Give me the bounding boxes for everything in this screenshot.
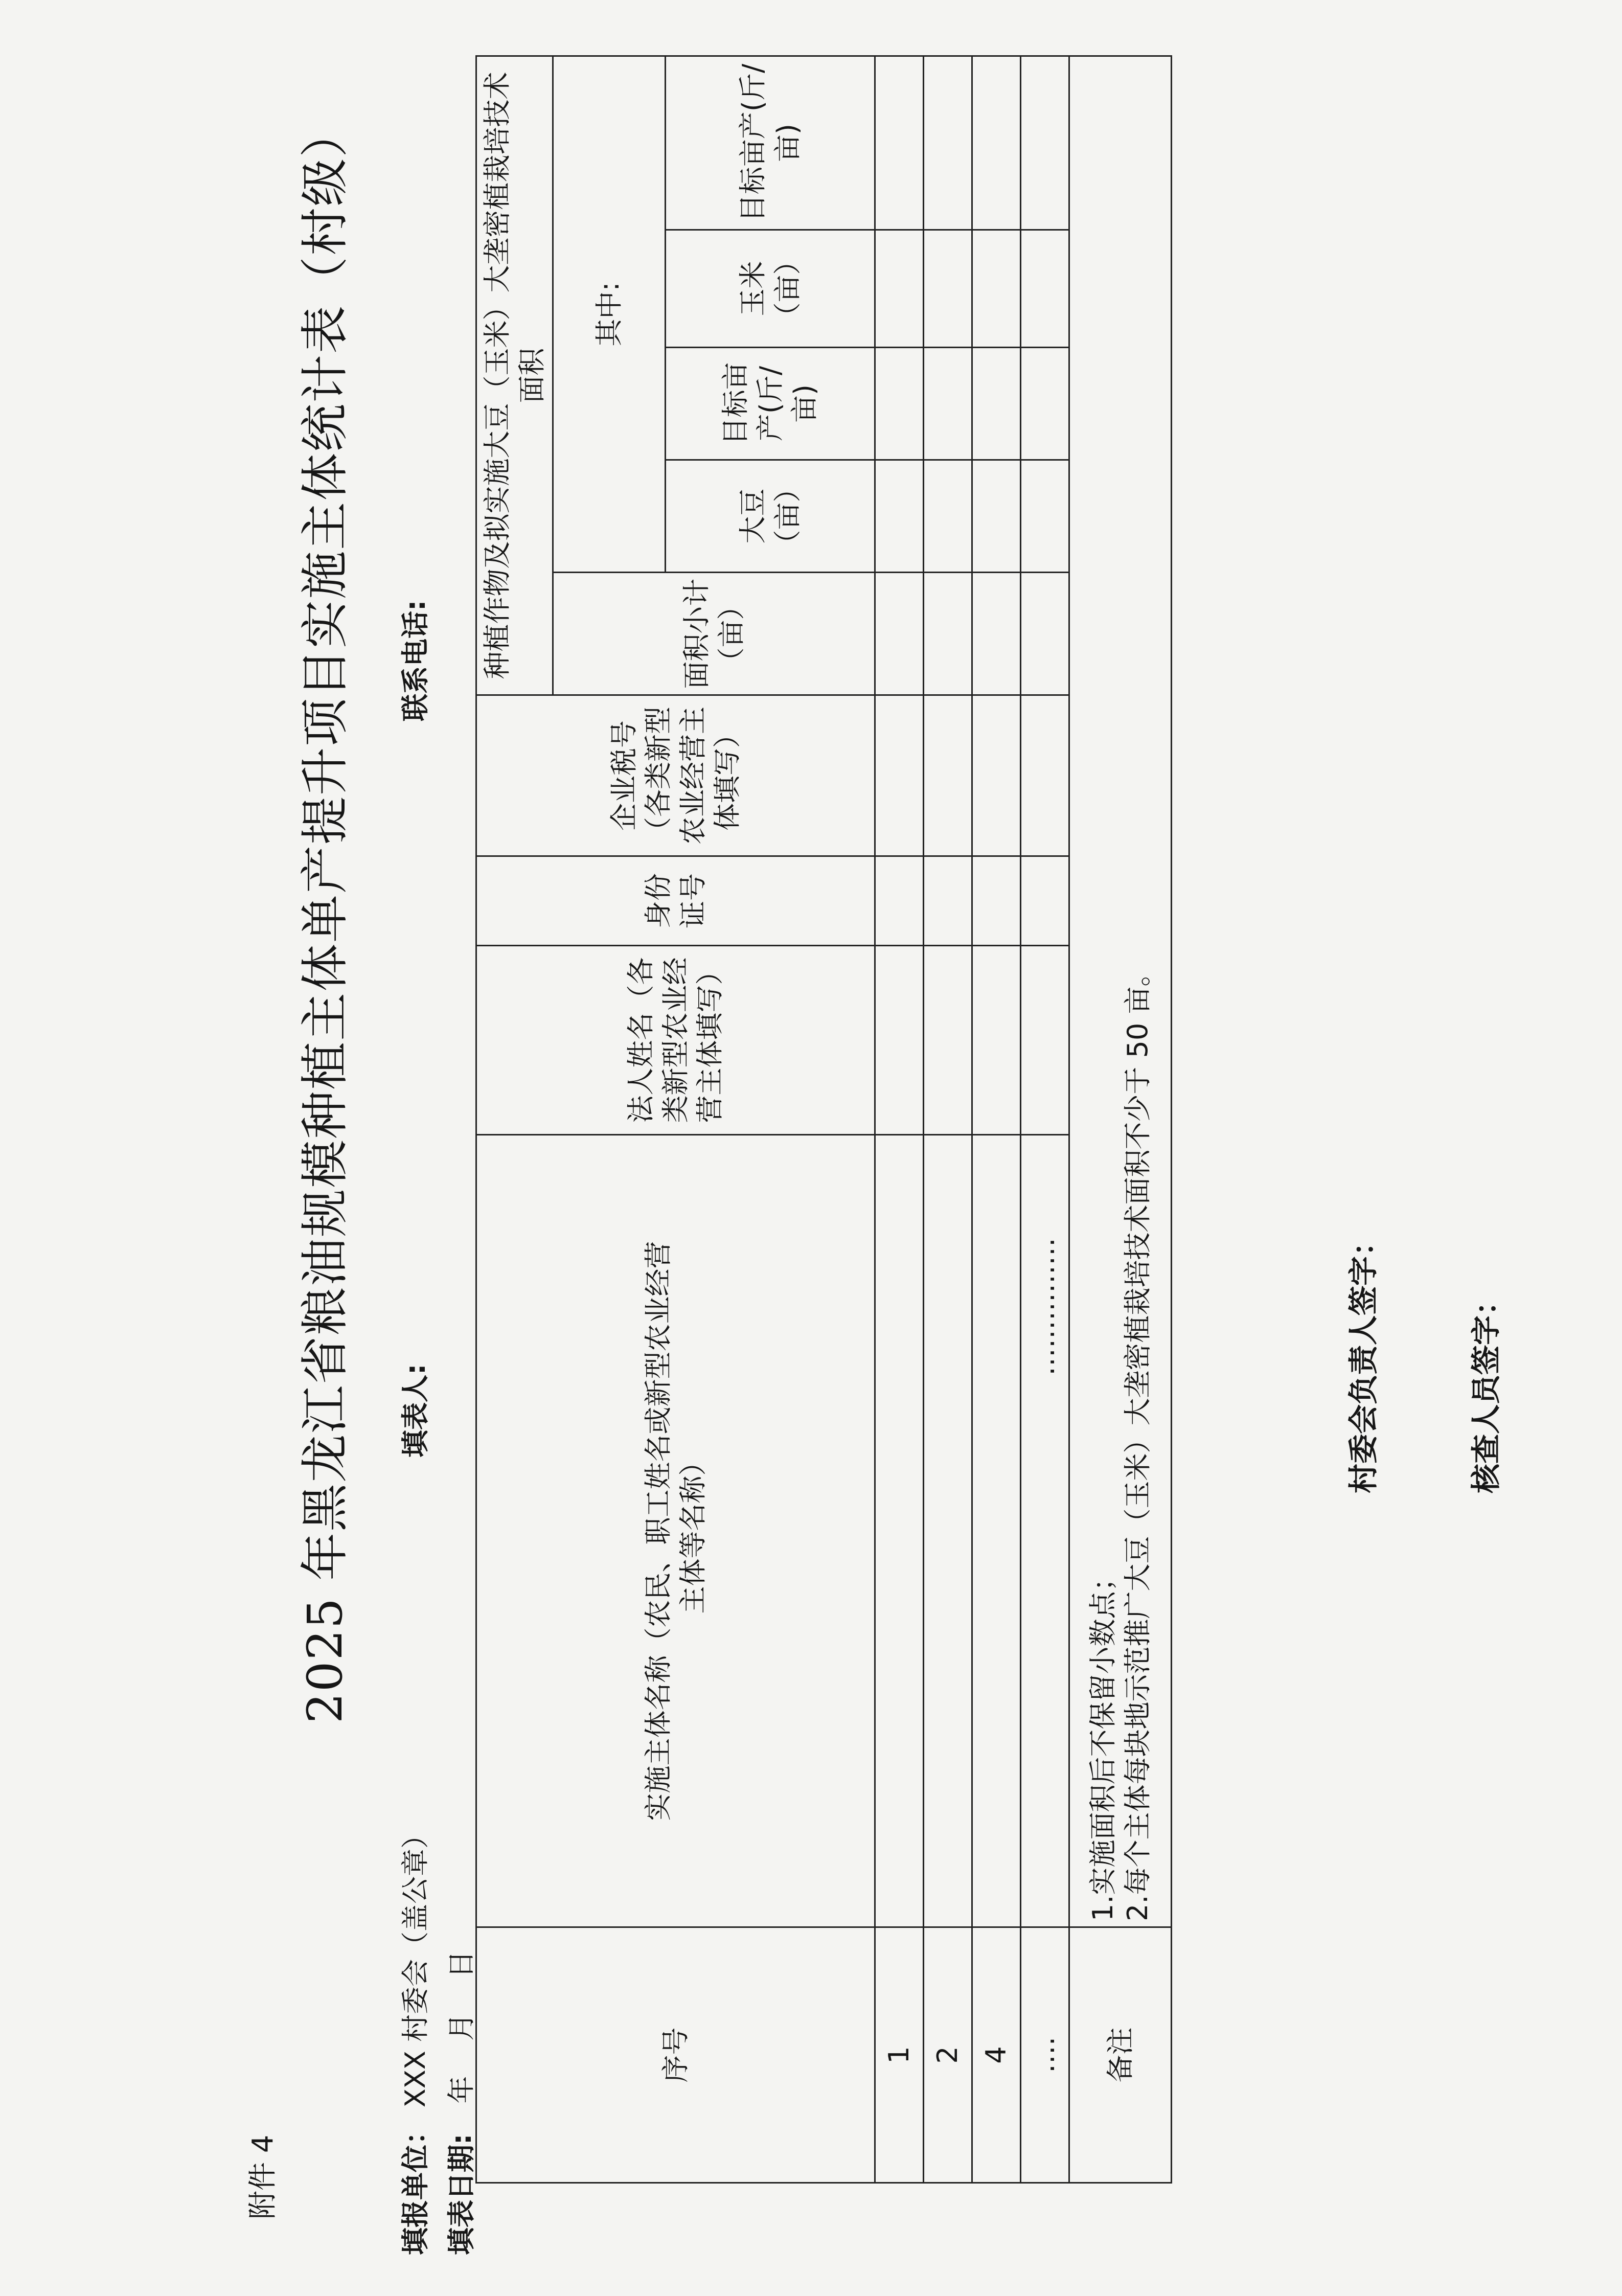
header-area-total: 面积小计（亩） [553, 573, 875, 695]
row-entity [972, 1135, 1021, 1927]
header-soybean-area: 大豆（亩） [666, 460, 875, 573]
header-seq: 序号 [476, 1927, 875, 2183]
row-legal [875, 946, 924, 1135]
annex-label: 附件 4 [246, 2134, 280, 2219]
row-soybean [972, 460, 1021, 573]
village-head-signature-label: 村委会负责人签字： [1346, 1226, 1381, 1493]
remark-content [1069, 56, 1172, 1927]
row-seq: 1 [875, 1927, 924, 2183]
row-soybean-yield [924, 348, 972, 460]
header-soybean-yield: 目标亩产(斤/亩) [666, 348, 875, 460]
row-entity: …………… [1021, 1135, 1069, 1927]
row-seq: 4 [972, 1927, 1021, 2183]
row-seq: 2 [924, 1927, 972, 2183]
row-soybean [924, 460, 972, 573]
row-entity [875, 1135, 924, 1927]
phone-label: 联系电话: [399, 600, 431, 721]
row-corn-yield [924, 56, 972, 230]
row-area-total [924, 573, 972, 695]
filler-label: 填表人: [399, 1363, 431, 1458]
row-legal [1021, 946, 1069, 1135]
row-id [875, 856, 924, 946]
reporting-unit [394, 1821, 433, 2255]
title-year: 2025 [298, 1597, 353, 1723]
remark-line-2: 2.每个主体每块地示范推广大豆（玉米）大垄密植栽培技术面积不少于 50 亩。 [1121, 959, 1154, 1921]
fill-date-label: 填表日期: [445, 2133, 477, 2255]
header-crop-group: 种植作物及拟实施大豆（玉米）大垄密植栽培技术面积 [476, 56, 553, 695]
header-qizhong: 其中: [553, 56, 666, 572]
row-corn-yield [972, 56, 1021, 230]
fill-date [440, 1950, 479, 2255]
row-corn [924, 230, 972, 348]
table-row [972, 56, 1021, 2183]
header-corn-area: 玉米（亩） [666, 230, 875, 348]
row-soybean [875, 460, 924, 573]
header-tax-number: 企业税号（各类新型农业经营主体填写） [476, 695, 875, 856]
row-area-total [972, 573, 1021, 695]
row-legal [972, 946, 1021, 1135]
title-text: 年黑龙江省粮油规模种植主体单产提升项目实施主体统计表（村级） [298, 108, 353, 1581]
row-corn [972, 230, 1021, 348]
row-corn [1021, 230, 1069, 348]
row-seq: …. [1021, 1927, 1069, 2183]
table-row [924, 56, 972, 2183]
row-entity [924, 1135, 972, 1927]
row-id [1021, 856, 1069, 946]
row-corn [875, 230, 924, 348]
row-area-total [1021, 573, 1069, 695]
reporting-unit-label: 填报单位： [399, 2117, 431, 2255]
row-soybean [1021, 460, 1069, 573]
fill-date-value: 年 月 日 [445, 1950, 477, 2104]
row-id [924, 856, 972, 946]
inspector-signature-label: 核查人员签字： [1469, 1285, 1503, 1493]
row-soybean-yield [875, 348, 924, 460]
row-corn-yield [1021, 56, 1069, 230]
row-tax [972, 695, 1021, 856]
row-area-total [875, 573, 924, 695]
reporting-unit-value: XXX 村委会（盖公章） [399, 1821, 431, 2108]
row-id [972, 856, 1021, 946]
row-tax [875, 695, 924, 856]
document-title [286, 108, 355, 1723]
table-row [1021, 56, 1069, 2183]
statistics-table [475, 55, 1172, 2184]
row-soybean-yield [1021, 348, 1069, 460]
row-legal [924, 946, 972, 1135]
row-tax [1021, 695, 1069, 856]
row-corn-yield [875, 56, 924, 230]
row-tax [924, 695, 972, 856]
remark-label: 备注 [1069, 1927, 1172, 2183]
header-entity-name: 实施主体名称（农民、职工姓名或新型农业经营主体等名称） [476, 1135, 875, 1927]
remark-line-1: 1.实施面积后不保留小数点； [1087, 1563, 1119, 1921]
table-row [875, 56, 924, 2183]
row-soybean-yield [972, 348, 1021, 460]
remark-row [1069, 56, 1172, 2183]
header-id-number: 身份证号 [476, 856, 875, 946]
header-legal-person: 法人姓名（各类新型农业经营主体填写） [476, 946, 875, 1135]
header-corn-yield: 目标亩产(斤/亩) [666, 56, 875, 230]
